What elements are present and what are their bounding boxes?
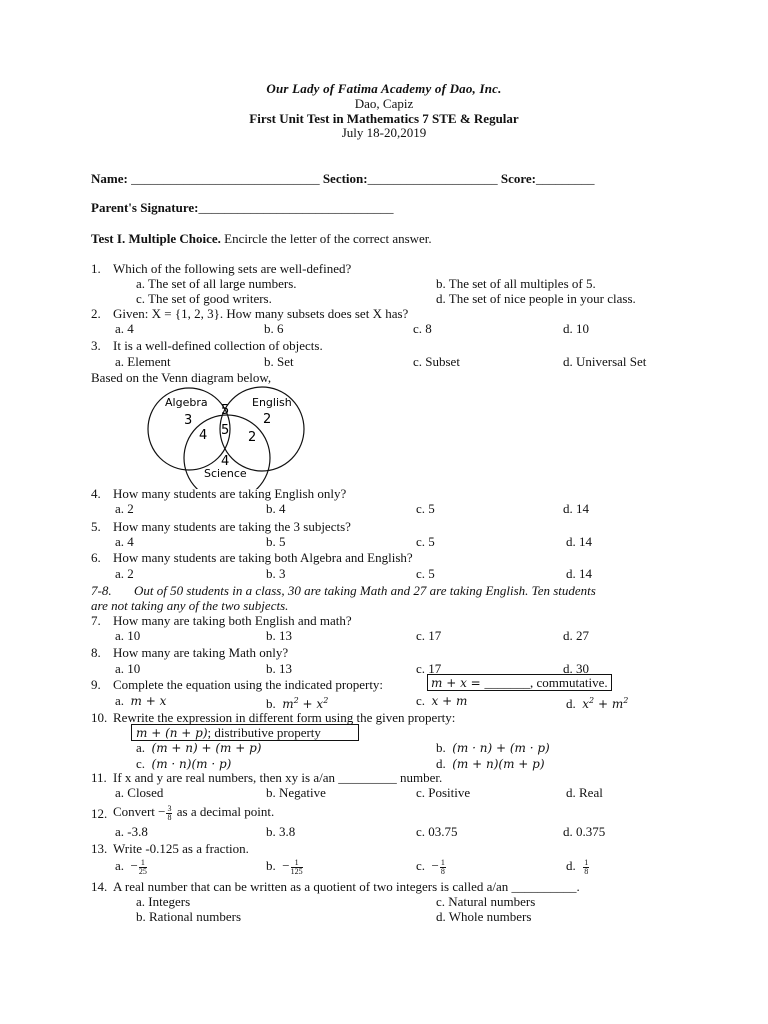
q13-b-den: 125	[290, 866, 303, 876]
algebra-label: Algebra	[165, 396, 208, 409]
q9-option-d[interactable]	[566, 693, 628, 712]
q9-box-blank[interactable]: _______	[484, 675, 531, 690]
q2-option-c[interactable]: c. 8	[413, 321, 432, 336]
q5-option-c[interactable]: c. 5	[416, 534, 435, 549]
q4-number: 4.	[91, 486, 101, 501]
q13-option-a[interactable]	[115, 855, 148, 877]
q5-option-a[interactable]: a. 4	[115, 534, 134, 549]
q9-box-expression: m + x =	[431, 676, 485, 690]
q14-option-a[interactable]: a. Integers	[136, 894, 191, 909]
q8-number: 8.	[91, 645, 101, 660]
q4-option-c[interactable]: c. 5	[416, 501, 435, 516]
q12-minus: −	[158, 804, 166, 819]
q10-option-b[interactable]	[436, 740, 550, 756]
name-line	[91, 171, 595, 186]
q3-option-c[interactable]: c. Subset	[413, 354, 460, 369]
q9-b-exp2: 2	[323, 696, 329, 705]
q2-text: Given: X = {1, 2, 3}. How many subsets does set X has?	[113, 306, 409, 321]
test1-heading	[91, 231, 432, 246]
q13-d-letter: d.	[566, 858, 576, 873]
q10-option-a-letter: a.	[136, 740, 146, 755]
q9-box-suffix: , commutative.	[530, 675, 608, 690]
q1-text: Which of the following sets are well-defined?	[113, 261, 352, 276]
q12-option-b[interactable]: b. 3.8	[266, 824, 296, 839]
q13-a-letter: a.	[115, 858, 125, 873]
q7-option-c[interactable]: c. 17	[416, 628, 442, 643]
q9-b-plus: +	[298, 697, 317, 711]
q1-option-b[interactable]: b. The set of all multiples of 5.	[436, 276, 596, 291]
q9-option-a[interactable]	[115, 693, 166, 709]
q13-d-num: 1	[584, 857, 589, 867]
test1-instruction: Encircle the letter of the correct answer.	[220, 231, 432, 246]
q10-option-d[interactable]	[436, 756, 545, 772]
q10-option-c-expr: (m · n)(m · p)	[151, 757, 232, 771]
q4-option-b[interactable]: b. 4	[266, 501, 286, 516]
q2-option-d[interactable]: d. 10	[563, 321, 589, 336]
q10-option-d-expr: (m + n)(m + p)	[452, 757, 545, 771]
test-title: First Unit Test in Mathematics 7 STE & Regular	[249, 111, 519, 126]
q6-number: 6.	[91, 550, 101, 565]
q13-a-sign: −	[130, 858, 138, 873]
q11-option-c[interactable]: c. Positive	[416, 785, 471, 800]
q13-a-fraction	[139, 859, 147, 876]
q2-number: 2.	[91, 306, 101, 321]
q10-option-a-expr: (m + n) + (m + p)	[151, 741, 262, 755]
school-name: Our Lady of Fatima Academy of Dao, Inc.	[266, 81, 502, 96]
q6-option-d[interactable]: d. 14	[566, 566, 592, 581]
q10-option-b-letter: b.	[436, 740, 446, 755]
q78-intro-text-2: are not taking any of the two subjects.	[91, 598, 289, 613]
q78-intro-text: Out of 50 students in a class, 30 are taking Math and 27 are taking English. Ten students	[134, 583, 596, 598]
q11-text: If x and y are real numbers, then xy is a/an _________ number.	[113, 770, 443, 785]
venn-diagram	[140, 383, 310, 489]
algebra-only-value: 3	[184, 413, 193, 428]
q13-d-den: 8	[584, 866, 589, 876]
test-date: July 18-20,2019	[341, 125, 427, 140]
q3-text: It is a well-defined collection of objects.	[113, 338, 323, 353]
venn-intro: Based on the Venn diagram below,	[91, 370, 272, 385]
q1-option-d[interactable]: d. The set of nice people in your class.	[436, 291, 636, 306]
q11-option-a[interactable]: a. Closed	[115, 785, 164, 800]
q12-option-a[interactable]: a. -3.8	[115, 824, 148, 839]
english-label: English	[252, 396, 292, 409]
q12-post: as a decimal point.	[173, 804, 275, 819]
q13-b-num: 1	[291, 859, 303, 868]
q9-d-exp2: 2	[623, 696, 629, 705]
q10-expression-box	[131, 724, 359, 741]
algebra-science-value: 4	[199, 428, 208, 443]
q13-b-fraction	[291, 859, 303, 876]
q9-text: Complete the equation using the indicated property:	[113, 677, 384, 692]
q12-frac-num: 3	[167, 803, 172, 813]
q1-option-c[interactable]: c. The set of good writers.	[136, 291, 272, 306]
q13-c-sign: −	[431, 858, 439, 873]
q13-number: 13.	[91, 841, 108, 856]
q8-text: How many are taking Math only?	[113, 645, 289, 660]
q14-option-b[interactable]: b. Rational numbers	[136, 909, 242, 924]
q13-text: Write -0.125 as a fraction.	[113, 841, 249, 856]
q1-option-a[interactable]: a. The set of all large numbers.	[136, 276, 297, 291]
q7-option-a[interactable]: a. 10	[115, 628, 141, 643]
q10-option-c-letter: c.	[136, 756, 146, 771]
q2-option-a[interactable]: a. 4	[115, 321, 134, 336]
q6-option-b[interactable]: b. 3	[266, 566, 286, 581]
q7-option-d[interactable]: d. 27	[563, 628, 589, 643]
q9-d-base1: x	[582, 697, 590, 711]
q11-option-d[interactable]: d. Real	[566, 785, 603, 800]
q10-option-b-expr: (m · n) + (m · p)	[452, 741, 550, 755]
algebra-english-value: 5	[221, 403, 230, 418]
q12-option-c[interactable]: c. 03.75	[416, 824, 458, 839]
test1-title: Test I. Multiple Choice.	[91, 231, 221, 246]
q12-text	[113, 801, 274, 823]
q13-a-num: 1	[140, 857, 145, 867]
q5-option-d[interactable]: d. 14	[566, 534, 592, 549]
q3-option-d[interactable]: d. Universal Set	[563, 354, 647, 369]
q5-text: How many students are taking the 3 subjects?	[113, 519, 351, 534]
q9-option-c-letter: c.	[416, 693, 426, 708]
q12-number: 12.	[91, 806, 108, 821]
q8-option-c[interactable]: c. 17	[416, 661, 442, 676]
q13-c-den: 8	[440, 866, 445, 876]
q6-option-c[interactable]: c. 5	[416, 566, 435, 581]
q5-option-b[interactable]: b. 5	[266, 534, 286, 549]
science-label: Science	[204, 467, 247, 480]
q9-d-base2: m	[611, 697, 624, 711]
q9-b-exp1: 2	[293, 696, 299, 705]
score-label: Score:	[500, 171, 536, 186]
q7-text: How many are taking both English and math?	[113, 613, 352, 628]
q10-box-expression: m + (n + p)	[136, 726, 208, 740]
q9-option-a-expr: m + x	[130, 694, 167, 708]
q10-box-suffix: ; distributive property	[207, 725, 321, 740]
all-three-value: 5	[221, 423, 230, 438]
signature-line	[91, 200, 394, 215]
q2-option-b[interactable]: b. 6	[264, 321, 284, 336]
q12-frac-den: 8	[167, 812, 172, 822]
q13-c-fraction	[440, 859, 446, 876]
q11-number: 11.	[91, 770, 107, 785]
q13-c-num: 1	[440, 857, 445, 867]
q14-option-c[interactable]: c. Natural numbers	[436, 894, 536, 909]
q9-b-base1: m	[282, 697, 294, 711]
q4-option-d[interactable]: d. 14	[563, 501, 589, 516]
q3-number: 3.	[91, 338, 101, 353]
signature-field[interactable]: ______________________________	[198, 200, 394, 215]
q4-text: How many students are taking English only?	[113, 486, 347, 501]
q3-option-b[interactable]: b. Set	[264, 354, 294, 369]
name-label: Name:	[91, 171, 128, 186]
science-only-value: 4	[221, 454, 230, 469]
school-location: Dao, Capiz	[354, 96, 414, 111]
q12-pre: Convert	[113, 804, 159, 819]
q12-option-d[interactable]: d. 0.375	[563, 824, 606, 839]
q7-number: 7.	[91, 613, 101, 628]
q7-option-b[interactable]: b. 13	[266, 628, 292, 643]
english-only-value: 2	[263, 412, 272, 427]
q4-option-a[interactable]: a. 2	[115, 501, 134, 516]
q9-number: 9.	[91, 677, 101, 692]
q14-number: 14.	[91, 879, 108, 894]
q12-fraction	[166, 805, 172, 822]
q8-option-d[interactable]: d. 30	[563, 661, 589, 676]
q11-option-b[interactable]: b. Negative	[266, 785, 326, 800]
q13-option-b[interactable]	[266, 855, 304, 877]
q8-option-a[interactable]: a. 10	[115, 661, 141, 676]
q1-number: 1.	[91, 261, 101, 276]
q3-option-a[interactable]: a. Element	[115, 354, 171, 369]
q9-d-plus: +	[594, 697, 612, 711]
q9-option-d-letter: d.	[566, 696, 576, 711]
q5-number: 5.	[91, 519, 101, 534]
score-field[interactable]: _________	[536, 171, 595, 186]
q14-text: A real number that can be written as a quotient of two integers is called a/an __________.	[113, 879, 580, 894]
q13-b-sign: −	[282, 858, 290, 873]
q13-a-den: 25	[138, 866, 147, 876]
q13-b-letter: b.	[266, 858, 276, 873]
q10-option-d-letter: d.	[436, 756, 446, 771]
section-field[interactable]: ____________________	[367, 171, 498, 186]
q9-option-c-expr: x + m	[431, 694, 468, 708]
q10-text: Rewrite the expression in different form using the given property:	[113, 710, 456, 725]
q9-b-base2: x	[316, 697, 324, 711]
q8-option-b[interactable]: b. 13	[266, 661, 292, 676]
q10-number: 10.	[91, 710, 108, 725]
english-science-value: 2	[248, 430, 257, 445]
q13-c-letter: c.	[416, 858, 426, 873]
q9-d-exp1: 2	[589, 696, 595, 705]
q9-option-c[interactable]	[416, 693, 467, 709]
q9-expression-box	[427, 675, 612, 691]
section-label: Section:	[322, 171, 368, 186]
q13-d-fraction	[583, 859, 589, 876]
signature-label: Parent's Signature:	[91, 200, 199, 215]
q78-intro-number: 7-8.	[91, 583, 112, 598]
q9-option-a-letter: a.	[115, 693, 125, 708]
q6-option-a[interactable]: a. 2	[115, 566, 134, 581]
q14-option-d[interactable]: d. Whole numbers	[436, 909, 532, 924]
q13-option-d[interactable]	[566, 855, 590, 877]
name-field[interactable]: _____________________________	[131, 171, 320, 186]
q13-option-c[interactable]	[416, 855, 447, 877]
q6-text: How many students are taking both Algebra and English?	[113, 550, 413, 565]
q10-option-a[interactable]	[136, 740, 261, 756]
q9-option-b-letter: b.	[266, 696, 276, 711]
